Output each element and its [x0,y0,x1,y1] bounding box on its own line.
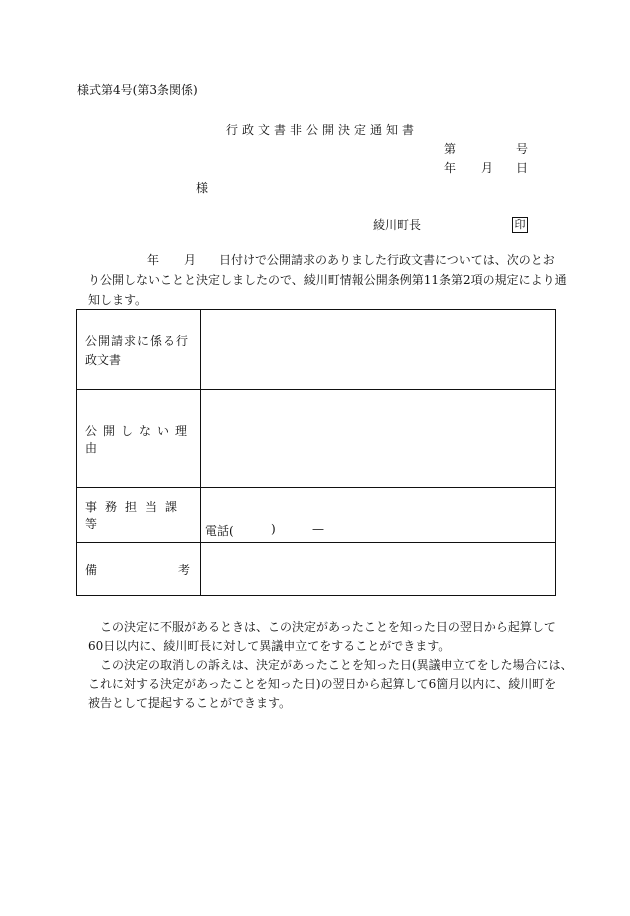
table-row [77,310,556,390]
phone-close: ) [271,522,276,536]
form-number: 様式第4号(第3条関係) [77,83,198,97]
table-row [77,543,556,596]
row-label-reason [77,390,201,488]
row-label-remarks [77,543,201,596]
number-suffix: 号 [516,142,529,156]
value-requested-document[interactable] [201,310,556,390]
label-text: 公開しない理由 [85,423,194,455]
document-title: 行政文書非公開決定通知書 [226,123,419,137]
note-2-line-1: この決定の取消しの訴えは、決定があったことを知った日(異議申立てをした場合には、 [100,658,573,672]
intro-line-2: り公開しないことと決定しましたので、綾川町情報公開条例第11条第2項の規定により通 [88,273,567,287]
note-2-line-2: これに対する決定があったことを知った日)の翌日から起算して6箇月以内に、綾川町を [88,677,557,691]
addressee-suffix: 様 [196,181,209,195]
label-text: 事務担当課等 [85,500,186,531]
value-reason[interactable] [201,390,556,488]
date-day: 日 [516,161,529,175]
table-row [77,390,556,488]
intro-line-1: 日付けで公開請求のありました行政文書については、次のとお [219,253,555,267]
note-1-line-1: この決定に不服があるときは、この決定があったことを知った日の翌日から起算して [100,620,556,634]
label-right: 考 [177,562,190,577]
label-left: 備 [85,562,98,577]
label-line: 政文書 [85,352,122,367]
phone-label: 電話( [205,524,234,538]
note-2-line-3: 被告として提起することができます。 [88,696,292,710]
note-1-line-2: 60日以内に、綾川町長に対して異議申立てをすることができます。 [88,639,451,653]
phone-dash: — [312,522,324,536]
label-line: 公開請求に係る行 [85,333,190,348]
value-remarks[interactable] [201,543,556,596]
intro-year: 年 [147,253,160,267]
intro-month: 月 [184,253,197,267]
issuer-name: 綾川町長 [373,218,422,232]
table-row [77,488,556,543]
seal-mark: 印 [512,217,528,233]
number-prefix: 第 [444,142,457,156]
intro-line-3: 知します。 [88,293,148,307]
form-table [76,309,556,596]
date-year: 年 [444,161,457,175]
date-month: 月 [481,161,494,175]
value-department[interactable] [201,488,556,543]
row-label-department [77,488,201,543]
row-label-requested-document [77,310,201,390]
